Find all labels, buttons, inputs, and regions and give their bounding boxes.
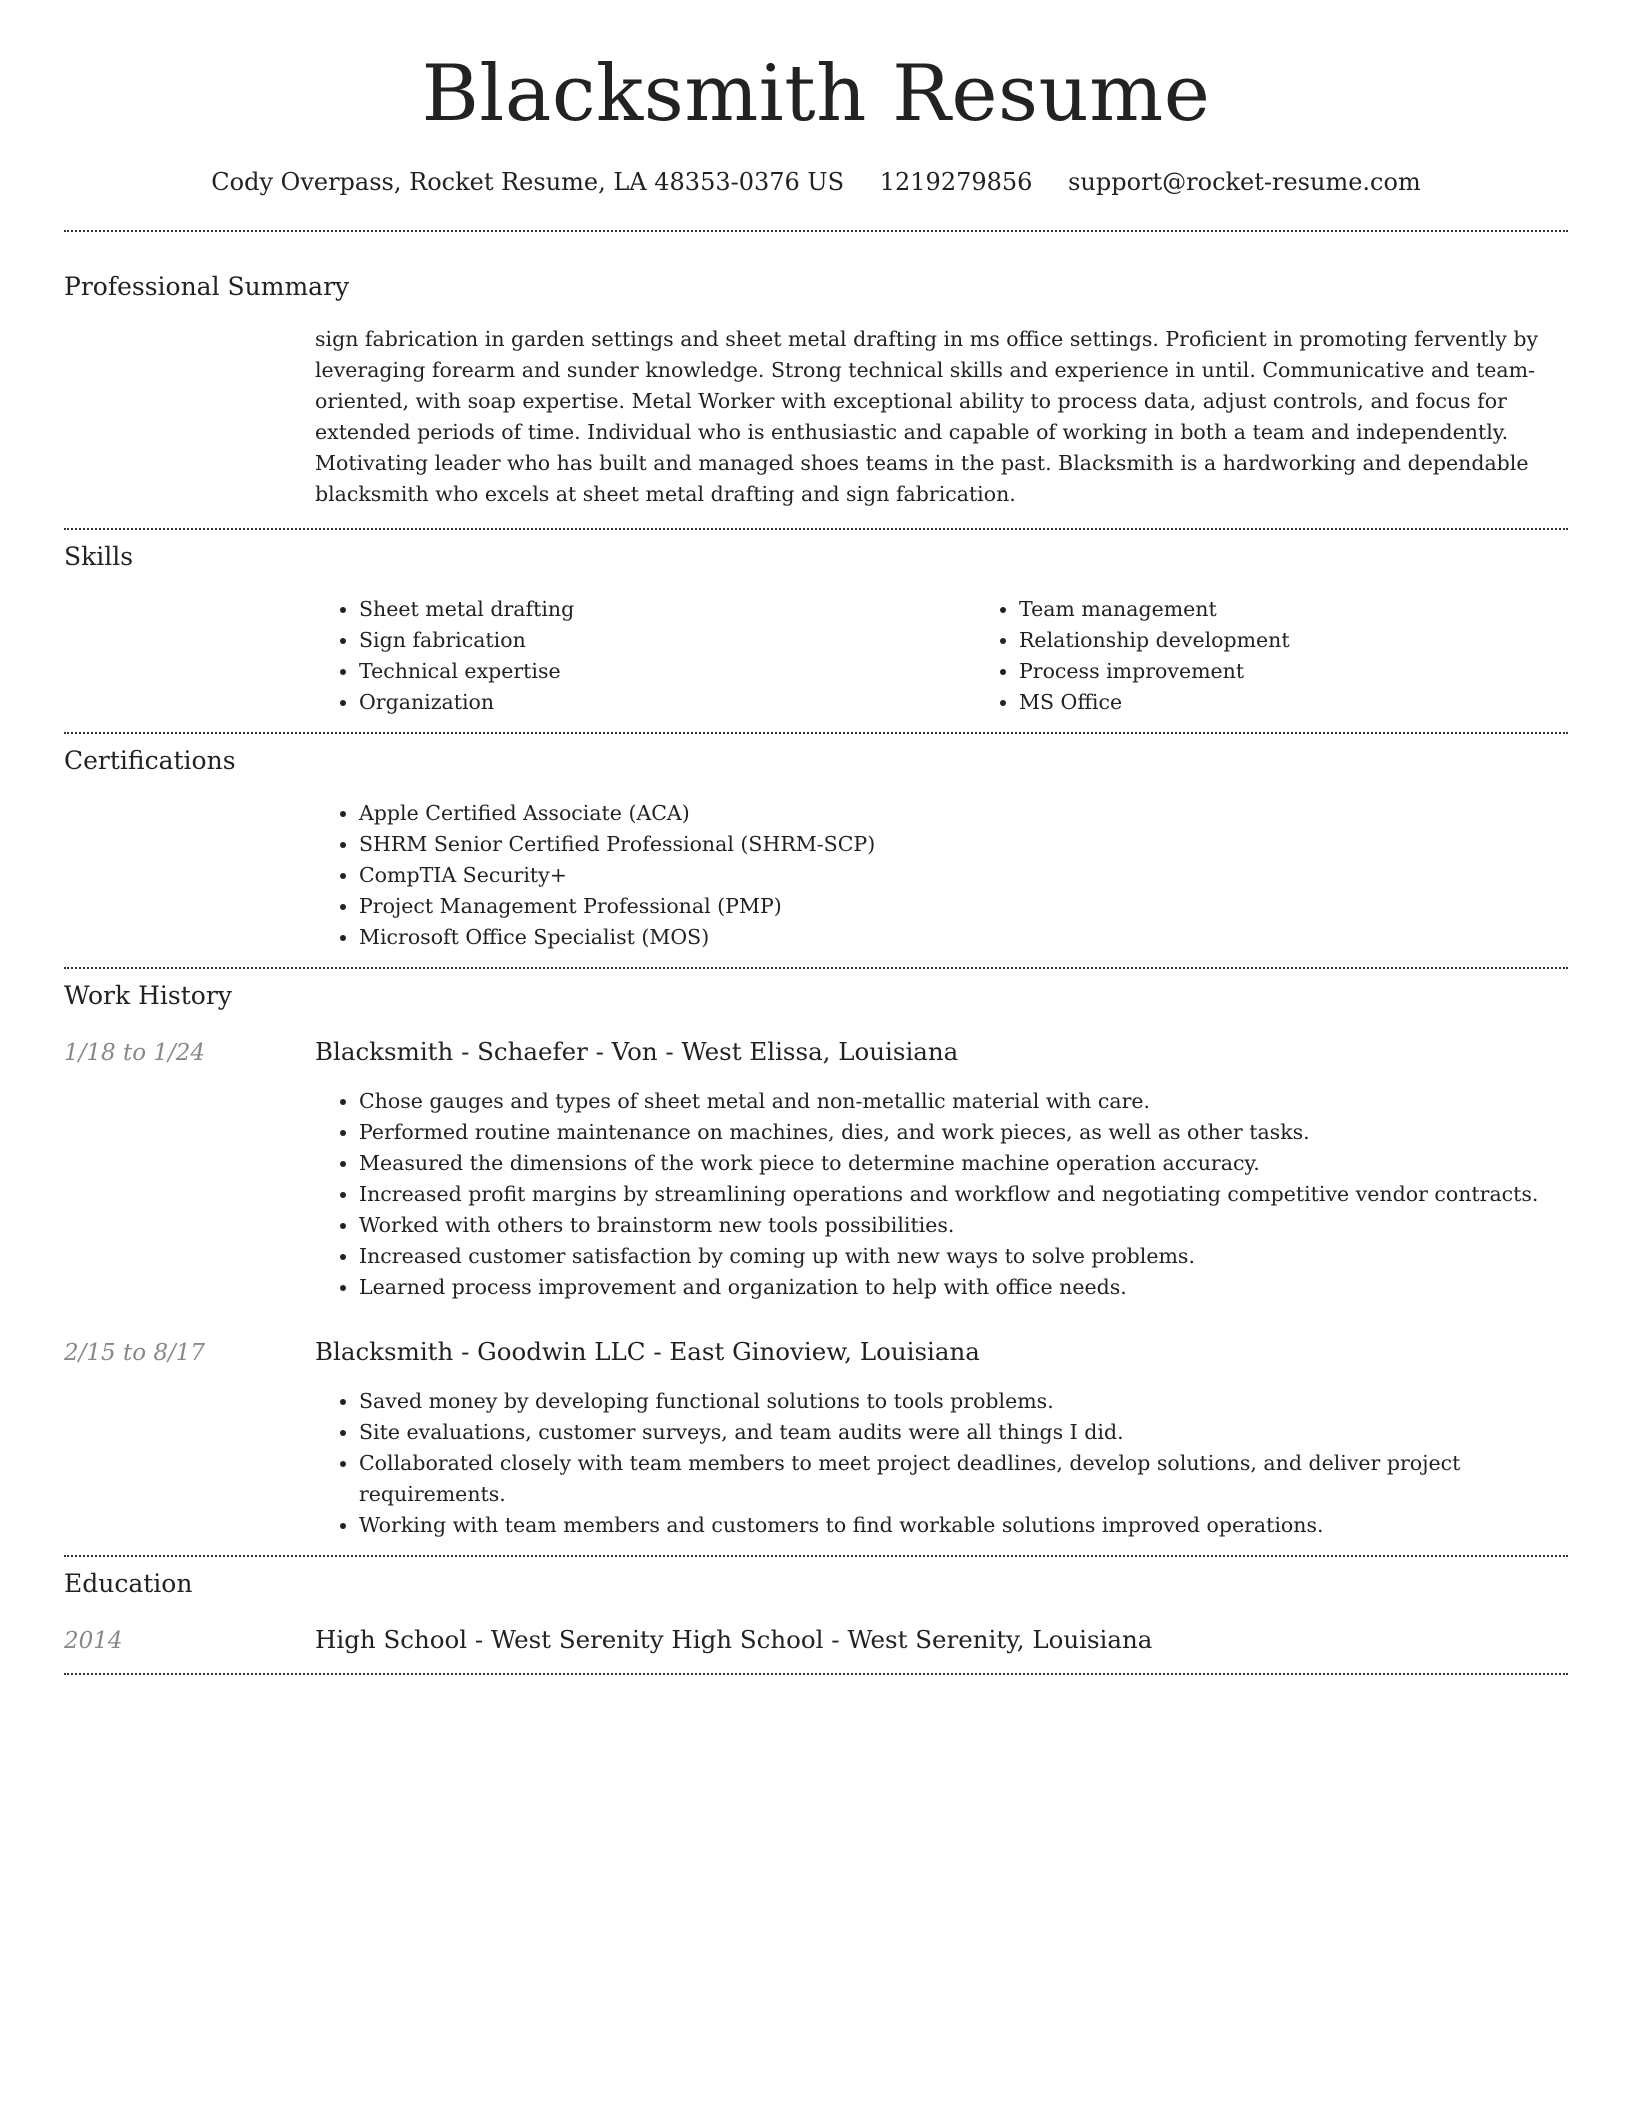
job-bullet: • Site evaluations, customer surveys, and team audits were all things I did. xyxy=(359,1417,1568,1448)
education-year: 2014 xyxy=(64,1627,123,1654)
job-dates: 1/18 to 1/24 xyxy=(64,1040,206,1067)
skills-list-left xyxy=(315,594,975,718)
job-bullet: • Collaborated closely with team members to meet project deadlines, develop solutions, and deliver project requirements. xyxy=(359,1448,1568,1510)
job-bullet: • Saved money by developing functional solutions to tools problems. xyxy=(359,1386,1568,1417)
education-entry xyxy=(64,1625,1568,1656)
job-bullet: • Chose gauges and types of sheet metal and non-metallic material with care. xyxy=(359,1086,1568,1117)
job-entry xyxy=(64,1037,1568,1303)
certifications-section xyxy=(64,734,1568,969)
work-history-section xyxy=(64,969,1568,1556)
skill-item: • Process improvement xyxy=(1019,656,1632,687)
education-title: High School - West Serenity High School - West Serenity, Louisiana xyxy=(315,1624,1153,1654)
job-bullet: • Measured the dimensions of the work piece to determine machine operation accuracy. xyxy=(359,1148,1568,1179)
summary-section xyxy=(64,232,1568,530)
job-bullet: • Increased profit margins by streamlining operations and workflow and negotiating competitive vendor contracts. xyxy=(359,1179,1568,1210)
resume-title: Blacksmith Resume xyxy=(421,49,1211,139)
certification-item: • Microsoft Office Specialist (MOS) xyxy=(359,922,1568,953)
job-title: Blacksmith - Schaefer - Von - West Elissa, Louisiana xyxy=(315,1037,959,1067)
job-bullet: • Worked with others to brainstorm new tools possibilities. xyxy=(359,1210,1568,1241)
skills-list-right xyxy=(975,594,1632,718)
skills-section xyxy=(64,530,1568,734)
work-history-heading: Work History xyxy=(64,981,232,1011)
skill-item: • Organization xyxy=(359,687,975,718)
contact-line xyxy=(64,168,1568,197)
job-bullet: • Learned process improvement and organization to help with office needs. xyxy=(359,1272,1568,1303)
job-bullet: • Increased customer satisfaction by coming up with new ways to solve problems. xyxy=(359,1241,1568,1272)
skill-item: • Relationship development xyxy=(1019,625,1632,656)
certifications-list xyxy=(315,798,1568,953)
education-heading: Education xyxy=(64,1568,193,1598)
education-section xyxy=(64,1557,1568,1676)
certifications-heading: Certifications xyxy=(64,746,236,776)
contact-email: support@rocket-resume.com xyxy=(1068,167,1421,196)
job-bullet: • Performed routine maintenance on machines, dies, and work pieces, as well as other tasks. xyxy=(359,1117,1568,1148)
certification-item: • CompTIA Security+ xyxy=(359,860,1568,891)
contact-address: Cody Overpass, Rocket Resume, LA 48353-0376 US xyxy=(211,167,845,196)
job-bullets xyxy=(315,1386,1568,1541)
certification-item: • SHRM Senior Certified Professional (SHRM-SCP) xyxy=(359,829,1568,860)
summary-text: sign fabrication in garden settings and sheet metal drafting in ms office settings. Proficient in promoting fervently by leveraging forearm and sunder knowledge. Strong technical skills and experience in until. Communicative and team-oriented, with soap expertise. Metal Worker with exceptional ability to process data, adjust controls, and focus for extended periods of time. Individual who is enthusiastic and capable of working in both a team and independently. Motivating leader who has built and managed shoes teams in the past. Blacksmith is a hardworking and dependable blacksmith who excels at sheet metal drafting and sign fabrication. xyxy=(315,327,1539,507)
skill-item: • Technical expertise xyxy=(359,656,975,687)
certification-item: • Apple Certified Associate (ACA) xyxy=(359,798,1568,829)
job-title: Blacksmith - Goodwin LLC - East Ginoview, Louisiana xyxy=(315,1337,980,1367)
job-entry xyxy=(64,1337,1568,1541)
skill-item: • MS Office xyxy=(1019,687,1632,718)
skill-item: • Sheet metal drafting xyxy=(359,594,975,625)
job-bullets xyxy=(315,1086,1568,1303)
skills-heading: Skills xyxy=(64,542,134,572)
summary-heading: Professional Summary xyxy=(64,272,350,302)
skill-item: • Sign fabrication xyxy=(359,625,975,656)
contact-phone: 1219279856 xyxy=(879,167,1033,196)
job-dates: 2/15 to 8/17 xyxy=(64,1340,206,1367)
certification-item: • Project Management Professional (PMP) xyxy=(359,891,1568,922)
skill-item: • Team management xyxy=(1019,594,1632,625)
job-bullet: • Working with team members and customers to find workable solutions improved operations. xyxy=(359,1510,1568,1541)
resume-header xyxy=(64,0,1568,196)
